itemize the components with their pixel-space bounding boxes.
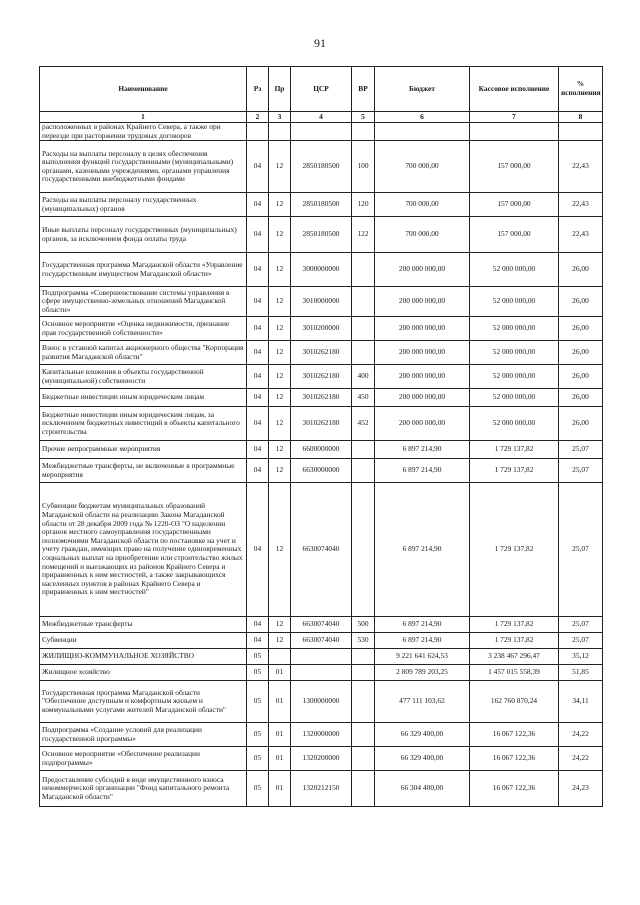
budget-execution-table — [39, 66, 603, 807]
row-name-cell: Расходы на выплаты персоналу в целях обеспечения выполнения функций государственными (муниципальными) органами, казенными учреждениями, органами управления государственными внебюджетными фондами — [40, 141, 247, 193]
column-number-row — [40, 112, 603, 123]
row-budget-cell: 6 897 214,90 — [375, 633, 470, 649]
row-vr-cell — [352, 681, 375, 723]
row-name-cell: Субвенции бюджетам муниципальных образований Магаданской области на реализацию Закона Магаданской области от 28 декабря 2009 года № 1220-ОЗ "О наделении органов местного самоуправления государственными полномочиями Магаданской области по постановке на учет и учету граждан, имеющих право на получение единовременных социальных выплат на приобретение или строительство жилых помещений и выезжающих из районов Крайнего Севера и приравненных к ним местностей, а также закрывающихся населенных пунктов в районах Крайнего Севера и приравненных к ним местностей" — [40, 483, 247, 617]
row-percent-cell: 22,43 — [559, 141, 603, 193]
row-budget-cell: 200 000 000,00 — [375, 389, 470, 407]
row-cash-cell: 52 000 000,00 — [470, 341, 559, 365]
row-budget-cell: 66 304 400,00 — [375, 771, 470, 807]
row-vr-cell — [352, 287, 375, 317]
row-budget-cell: 200 000 000,00 — [375, 365, 470, 389]
row-rz-cell: 05 — [247, 771, 269, 807]
row-csr-cell — [291, 123, 352, 141]
row-cash-cell: 52 000 000,00 — [470, 365, 559, 389]
row-pr-cell: 12 — [269, 287, 291, 317]
row-vr-cell: 530 — [352, 633, 375, 649]
row-rz-cell: 04 — [247, 389, 269, 407]
row-pr-cell: 01 — [269, 771, 291, 807]
row-cash-cell: 1 457 015 558,39 — [470, 665, 559, 681]
row-percent-cell: 25,07 — [559, 459, 603, 483]
row-cash-cell: 52 000 000,00 — [470, 317, 559, 341]
row-name-cell: ЖИЛИЩНО-КОММУНАЛЬНОЕ ХОЗЯЙСТВО — [40, 649, 247, 665]
row-budget-cell: 200 000 000,00 — [375, 317, 470, 341]
row-name-cell: Иные выплаты персоналу государственных (муниципальных) органов, за исключением фонда оплаты труда — [40, 217, 247, 253]
row-csr-cell: 2850180500 — [291, 193, 352, 217]
row-cash-cell: 1 729 137,82 — [470, 441, 559, 459]
row-cash-cell: 157 000,00 — [470, 193, 559, 217]
row-percent-cell: 26,00 — [559, 287, 603, 317]
table-row — [40, 649, 603, 665]
row-name-cell: Бюджетные инвестиции иным юридическим лицам — [40, 389, 247, 407]
row-percent-cell: 24,22 — [559, 747, 603, 771]
row-budget-cell: 6 897 214,90 — [375, 617, 470, 633]
row-pr-cell: 01 — [269, 681, 291, 723]
row-percent-cell: 24,23 — [559, 771, 603, 807]
row-rz-cell: 05 — [247, 723, 269, 747]
row-rz-cell: 04 — [247, 407, 269, 441]
row-rz-cell: 04 — [247, 287, 269, 317]
column-number: 5 — [352, 112, 375, 123]
row-vr-cell — [352, 341, 375, 365]
row-rz-cell: 04 — [247, 483, 269, 617]
row-vr-cell: 100 — [352, 141, 375, 193]
row-percent-cell: 25,07 — [559, 617, 603, 633]
table-row — [40, 287, 603, 317]
row-percent-cell: 26,00 — [559, 407, 603, 441]
row-name-cell: Прочие непрограммные мероприятия — [40, 441, 247, 459]
row-budget-cell: 9 221 641 624,53 — [375, 649, 470, 665]
row-vr-cell: 500 — [352, 617, 375, 633]
row-rz-cell — [247, 123, 269, 141]
row-budget-cell: 66 329 400,00 — [375, 747, 470, 771]
row-budget-cell: 6 897 214,90 — [375, 441, 470, 459]
row-cash-cell: 157 000,00 — [470, 141, 559, 193]
header-budget: Бюджет — [375, 67, 470, 112]
row-pr-cell — [269, 123, 291, 141]
row-percent-cell: 25,07 — [559, 633, 603, 649]
row-budget-cell: 6 897 214,90 — [375, 483, 470, 617]
column-number: 1 — [40, 112, 247, 123]
header-pr: Пр — [269, 67, 291, 112]
row-name-cell: Бюджетные инвестиции иным юридическим лицам, за исключением бюджетных инвестиций в объекты капитального строительства — [40, 407, 247, 441]
column-number: 6 — [375, 112, 470, 123]
table-row — [40, 633, 603, 649]
row-budget-cell: 477 111 103,62 — [375, 681, 470, 723]
row-vr-cell: 400 — [352, 365, 375, 389]
row-rz-cell: 04 — [247, 633, 269, 649]
row-cash-cell: 16 067 122,36 — [470, 771, 559, 807]
row-percent-cell: 34,11 — [559, 681, 603, 723]
row-csr-cell: 1320200000 — [291, 747, 352, 771]
table-row — [40, 771, 603, 807]
table-body — [40, 123, 603, 807]
table-row — [40, 407, 603, 441]
row-cash-cell: 52 000 000,00 — [470, 407, 559, 441]
row-name-cell: Капитальные вложения в объекты государственной (муниципальной) собственности — [40, 365, 247, 389]
row-vr-cell — [352, 123, 375, 141]
row-csr-cell: 3010262180 — [291, 365, 352, 389]
row-percent-cell: 26,00 — [559, 389, 603, 407]
row-csr-cell: 3000000000 — [291, 253, 352, 287]
row-budget-cell: 700 000,00 — [375, 141, 470, 193]
row-vr-cell: 452 — [352, 407, 375, 441]
row-csr-cell: 6630074040 — [291, 633, 352, 649]
header-vr: ВР — [352, 67, 375, 112]
row-pr-cell: 01 — [269, 747, 291, 771]
row-budget-cell: 2 809 789 203,25 — [375, 665, 470, 681]
row-budget-cell: 200 000 000,00 — [375, 341, 470, 365]
row-pr-cell: 12 — [269, 633, 291, 649]
row-csr-cell: 1320000000 — [291, 723, 352, 747]
row-percent-cell — [559, 123, 603, 141]
column-number: 2 — [247, 112, 269, 123]
row-rz-cell: 04 — [247, 617, 269, 633]
row-name-cell: Предоставление субсидий в виде имущественного взноса некоммерческой организации "Фонд капитального ремонта Магаданской области" — [40, 771, 247, 807]
column-number: 4 — [291, 112, 352, 123]
row-percent-cell: 26,00 — [559, 317, 603, 341]
row-vr-cell — [352, 747, 375, 771]
table-row — [40, 665, 603, 681]
row-pr-cell: 12 — [269, 141, 291, 193]
row-cash-cell: 16 067 122,36 — [470, 747, 559, 771]
row-budget-cell: 66 329 400,00 — [375, 723, 470, 747]
row-csr-cell: 6630074040 — [291, 483, 352, 617]
row-csr-cell: 1320212150 — [291, 771, 352, 807]
row-name-cell: Государственная программа Магаданской области «Управление государственным имуществом Магаданской области» — [40, 253, 247, 287]
column-number: 8 — [559, 112, 603, 123]
row-pr-cell: 12 — [269, 317, 291, 341]
row-budget-cell — [375, 123, 470, 141]
table-row — [40, 459, 603, 483]
row-cash-cell: 52 000 000,00 — [470, 287, 559, 317]
row-vr-cell — [352, 459, 375, 483]
row-csr-cell: 6600000000 — [291, 441, 352, 459]
row-pr-cell — [269, 649, 291, 665]
row-vr-cell — [352, 483, 375, 617]
row-vr-cell: 122 — [352, 217, 375, 253]
row-percent-cell: 26,00 — [559, 253, 603, 287]
row-budget-cell: 6 897 214,90 — [375, 459, 470, 483]
row-rz-cell: 04 — [247, 253, 269, 287]
table-row — [40, 483, 603, 617]
table-row — [40, 141, 603, 193]
row-cash-cell: 162 760 870,24 — [470, 681, 559, 723]
row-name-cell: Межбюджетные трансферты, не включенные в программные мероприятия — [40, 459, 247, 483]
row-rz-cell: 04 — [247, 217, 269, 253]
row-rz-cell: 05 — [247, 747, 269, 771]
row-csr-cell: 3010200000 — [291, 317, 352, 341]
row-rz-cell: 05 — [247, 665, 269, 681]
row-csr-cell: 3010262180 — [291, 389, 352, 407]
row-csr-cell: 3010262180 — [291, 341, 352, 365]
row-rz-cell: 04 — [247, 317, 269, 341]
row-cash-cell — [470, 123, 559, 141]
header-rz: Рз — [247, 67, 269, 112]
row-name-cell: Расходы на выплаты персоналу государственных (муниципальных) органов — [40, 193, 247, 217]
header-percent-execution: % исполнения — [559, 67, 603, 112]
row-percent-cell: 51,85 — [559, 665, 603, 681]
table-row — [40, 617, 603, 633]
row-name-cell: Основное мероприятие «Оценка недвижимости, признание прав государственной собственности» — [40, 317, 247, 341]
table-row — [40, 193, 603, 217]
row-pr-cell: 12 — [269, 217, 291, 253]
row-name-cell: Государственная программа Магаданской области "Обеспечение доступным и комфортным жильем и коммунальными услугами жителей Магаданской области" — [40, 681, 247, 723]
row-rz-cell: 05 — [247, 681, 269, 723]
table-row — [40, 723, 603, 747]
row-pr-cell: 12 — [269, 389, 291, 407]
row-cash-cell: 1 729 137,82 — [470, 459, 559, 483]
row-vr-cell: 450 — [352, 389, 375, 407]
row-percent-cell: 35,12 — [559, 649, 603, 665]
header-cash-execution: Кассовое исполнение — [470, 67, 559, 112]
table-row — [40, 747, 603, 771]
table-row — [40, 389, 603, 407]
row-percent-cell: 22,43 — [559, 193, 603, 217]
row-name-cell: расположенных в районах Крайнего Севера, а также при переезде при расторжении трудовых договоров — [40, 123, 247, 141]
row-name-cell: Подпрограмма «Совершенствование системы управления в сфере имущественно-земельных отношений Магаданской области» — [40, 287, 247, 317]
row-percent-cell: 24,22 — [559, 723, 603, 747]
row-rz-cell: 04 — [247, 341, 269, 365]
row-budget-cell: 200 000 000,00 — [375, 253, 470, 287]
row-vr-cell — [352, 649, 375, 665]
row-name-cell: Межбюджетные трансферты — [40, 617, 247, 633]
row-rz-cell: 04 — [247, 141, 269, 193]
row-pr-cell: 12 — [269, 341, 291, 365]
row-percent-cell: 22,43 — [559, 217, 603, 253]
row-pr-cell: 12 — [269, 407, 291, 441]
table-header-row — [40, 67, 603, 112]
row-csr-cell — [291, 649, 352, 665]
column-number: 3 — [269, 112, 291, 123]
row-budget-cell: 700 000,00 — [375, 193, 470, 217]
table-row — [40, 681, 603, 723]
row-csr-cell: 3010262180 — [291, 407, 352, 441]
row-percent-cell: 26,00 — [559, 365, 603, 389]
header-name: Наименование — [40, 67, 247, 112]
row-pr-cell: 12 — [269, 617, 291, 633]
row-rz-cell: 04 — [247, 459, 269, 483]
column-number: 7 — [470, 112, 559, 123]
row-name-cell: Основное мероприятие «Обеспечение реализации подпрограммы» — [40, 747, 247, 771]
page-number: 91 — [314, 36, 326, 50]
row-budget-cell: 700 000,00 — [375, 217, 470, 253]
row-vr-cell: 120 — [352, 193, 375, 217]
table-row — [40, 217, 603, 253]
row-cash-cell: 1 729 137,82 — [470, 633, 559, 649]
row-cash-cell: 1 729 137,82 — [470, 483, 559, 617]
row-rz-cell: 05 — [247, 649, 269, 665]
row-vr-cell — [352, 253, 375, 287]
row-csr-cell: 1300000000 — [291, 681, 352, 723]
row-percent-cell: 25,07 — [559, 483, 603, 617]
row-csr-cell: 3010000000 — [291, 287, 352, 317]
row-budget-cell: 200 000 000,00 — [375, 287, 470, 317]
row-cash-cell: 16 067 122,36 — [470, 723, 559, 747]
row-vr-cell — [352, 723, 375, 747]
row-rz-cell: 04 — [247, 365, 269, 389]
row-pr-cell: 12 — [269, 365, 291, 389]
row-name-cell: Подпрограмма «Создание условий для реализации государственной программы» — [40, 723, 247, 747]
row-pr-cell: 12 — [269, 253, 291, 287]
row-cash-cell: 3 238 467 296,47 — [470, 649, 559, 665]
row-pr-cell: 12 — [269, 441, 291, 459]
row-pr-cell: 01 — [269, 723, 291, 747]
row-cash-cell: 157 000,00 — [470, 217, 559, 253]
row-rz-cell: 04 — [247, 441, 269, 459]
row-vr-cell — [352, 771, 375, 807]
row-vr-cell — [352, 441, 375, 459]
table-row — [40, 123, 603, 141]
row-csr-cell: 2850180500 — [291, 217, 352, 253]
row-pr-cell: 12 — [269, 459, 291, 483]
row-csr-cell: 6630000000 — [291, 459, 352, 483]
row-name-cell: Субвенции — [40, 633, 247, 649]
row-csr-cell: 2850180500 — [291, 141, 352, 193]
row-pr-cell: 12 — [269, 193, 291, 217]
row-cash-cell: 52 000 000,00 — [470, 253, 559, 287]
row-budget-cell: 200 000 000,00 — [375, 407, 470, 441]
table-row — [40, 341, 603, 365]
table-row — [40, 441, 603, 459]
row-vr-cell — [352, 665, 375, 681]
row-csr-cell — [291, 665, 352, 681]
table-row — [40, 253, 603, 287]
row-percent-cell: 25,07 — [559, 441, 603, 459]
table-row — [40, 317, 603, 341]
row-cash-cell: 1 729 137,82 — [470, 617, 559, 633]
header-csr: ЦСР — [291, 67, 352, 112]
row-rz-cell: 04 — [247, 193, 269, 217]
row-percent-cell: 26,00 — [559, 341, 603, 365]
row-pr-cell: 01 — [269, 665, 291, 681]
row-csr-cell: 6630074040 — [291, 617, 352, 633]
row-name-cell: Взнос в уставной капитал акционерного общества "Корпорация развития Магаданской области" — [40, 341, 247, 365]
row-pr-cell: 12 — [269, 483, 291, 617]
row-vr-cell — [352, 317, 375, 341]
row-cash-cell: 52 000 000,00 — [470, 389, 559, 407]
row-name-cell: Жилищное хозяйство — [40, 665, 247, 681]
table-row — [40, 365, 603, 389]
